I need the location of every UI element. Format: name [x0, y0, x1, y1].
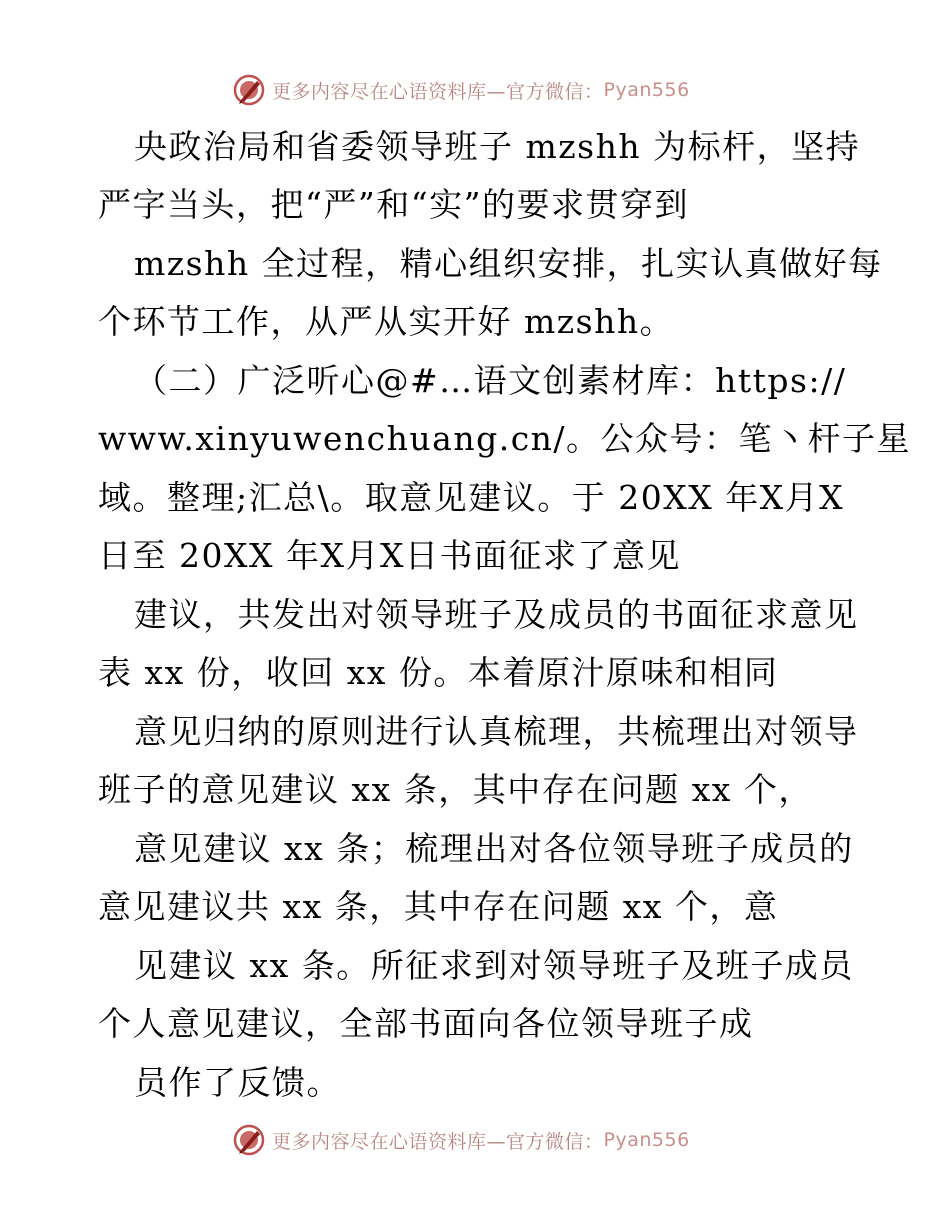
text-line: www.xinyuwenchuang.cn/。公众号：笔丶杆子星 — [98, 419, 912, 458]
pen-seal-icon — [232, 1123, 266, 1157]
text-line: 见建议 xx 条。所征求到对领导班子及班子成员 — [134, 946, 854, 985]
text-line: 个环节工作，从严从实开好 mzshh。 — [98, 302, 675, 341]
text-line: 央政治局和省委领导班子 mzshh 为标杆，坚持 — [134, 127, 861, 166]
pen-seal-icon — [232, 73, 266, 107]
header-banner — [232, 72, 752, 108]
text-line: 严字当头，把“严”和“实”的要求贯穿到 — [98, 185, 689, 224]
text-line: 日至 20XX 年X月X日书面征求了意见 — [98, 536, 681, 575]
text-line: mzshh 全过程，精心组织安排，扎实认真做好每 — [134, 244, 883, 283]
text-line: 班子的意见建议 xx 条，其中存在问题 xx 个， — [98, 770, 813, 809]
text-line: 意见建议 xx 条；梳理出对各位领导班子成员的 — [134, 829, 854, 868]
text-line: 意见建议共 xx 条，其中存在问题 xx 个，意 — [98, 887, 779, 926]
header-wechat-id: Pyan556 — [603, 79, 690, 101]
text-line: 建议，共发出对领导班子及成员的书面征求意见 — [134, 595, 859, 634]
text-line: 意见归纳的原则进行认真梳理，共梳理出对领导 — [134, 712, 859, 751]
text-line: 员作了反馈。 — [134, 1063, 341, 1102]
text-line: （二）广泛听心@#…语文创素材库：https:// — [134, 361, 847, 400]
footer-wechat-id: Pyan556 — [603, 1129, 690, 1151]
footer-banner — [232, 1122, 752, 1158]
header-banner-text: 更多内容尽在心语资料库—官方微信： — [272, 80, 604, 103]
footer-banner-text: 更多内容尽在心语资料库—官方微信： — [272, 1130, 604, 1153]
text-line: 个人意见建议，全部书面向各位领导班子成 — [98, 1004, 754, 1043]
text-line: 表 xx 份，收回 xx 份。本着原汁原味和相同 — [98, 653, 779, 692]
text-line: 域。整理;汇总\。取意见建议。于 20XX 年X月X — [98, 478, 845, 517]
